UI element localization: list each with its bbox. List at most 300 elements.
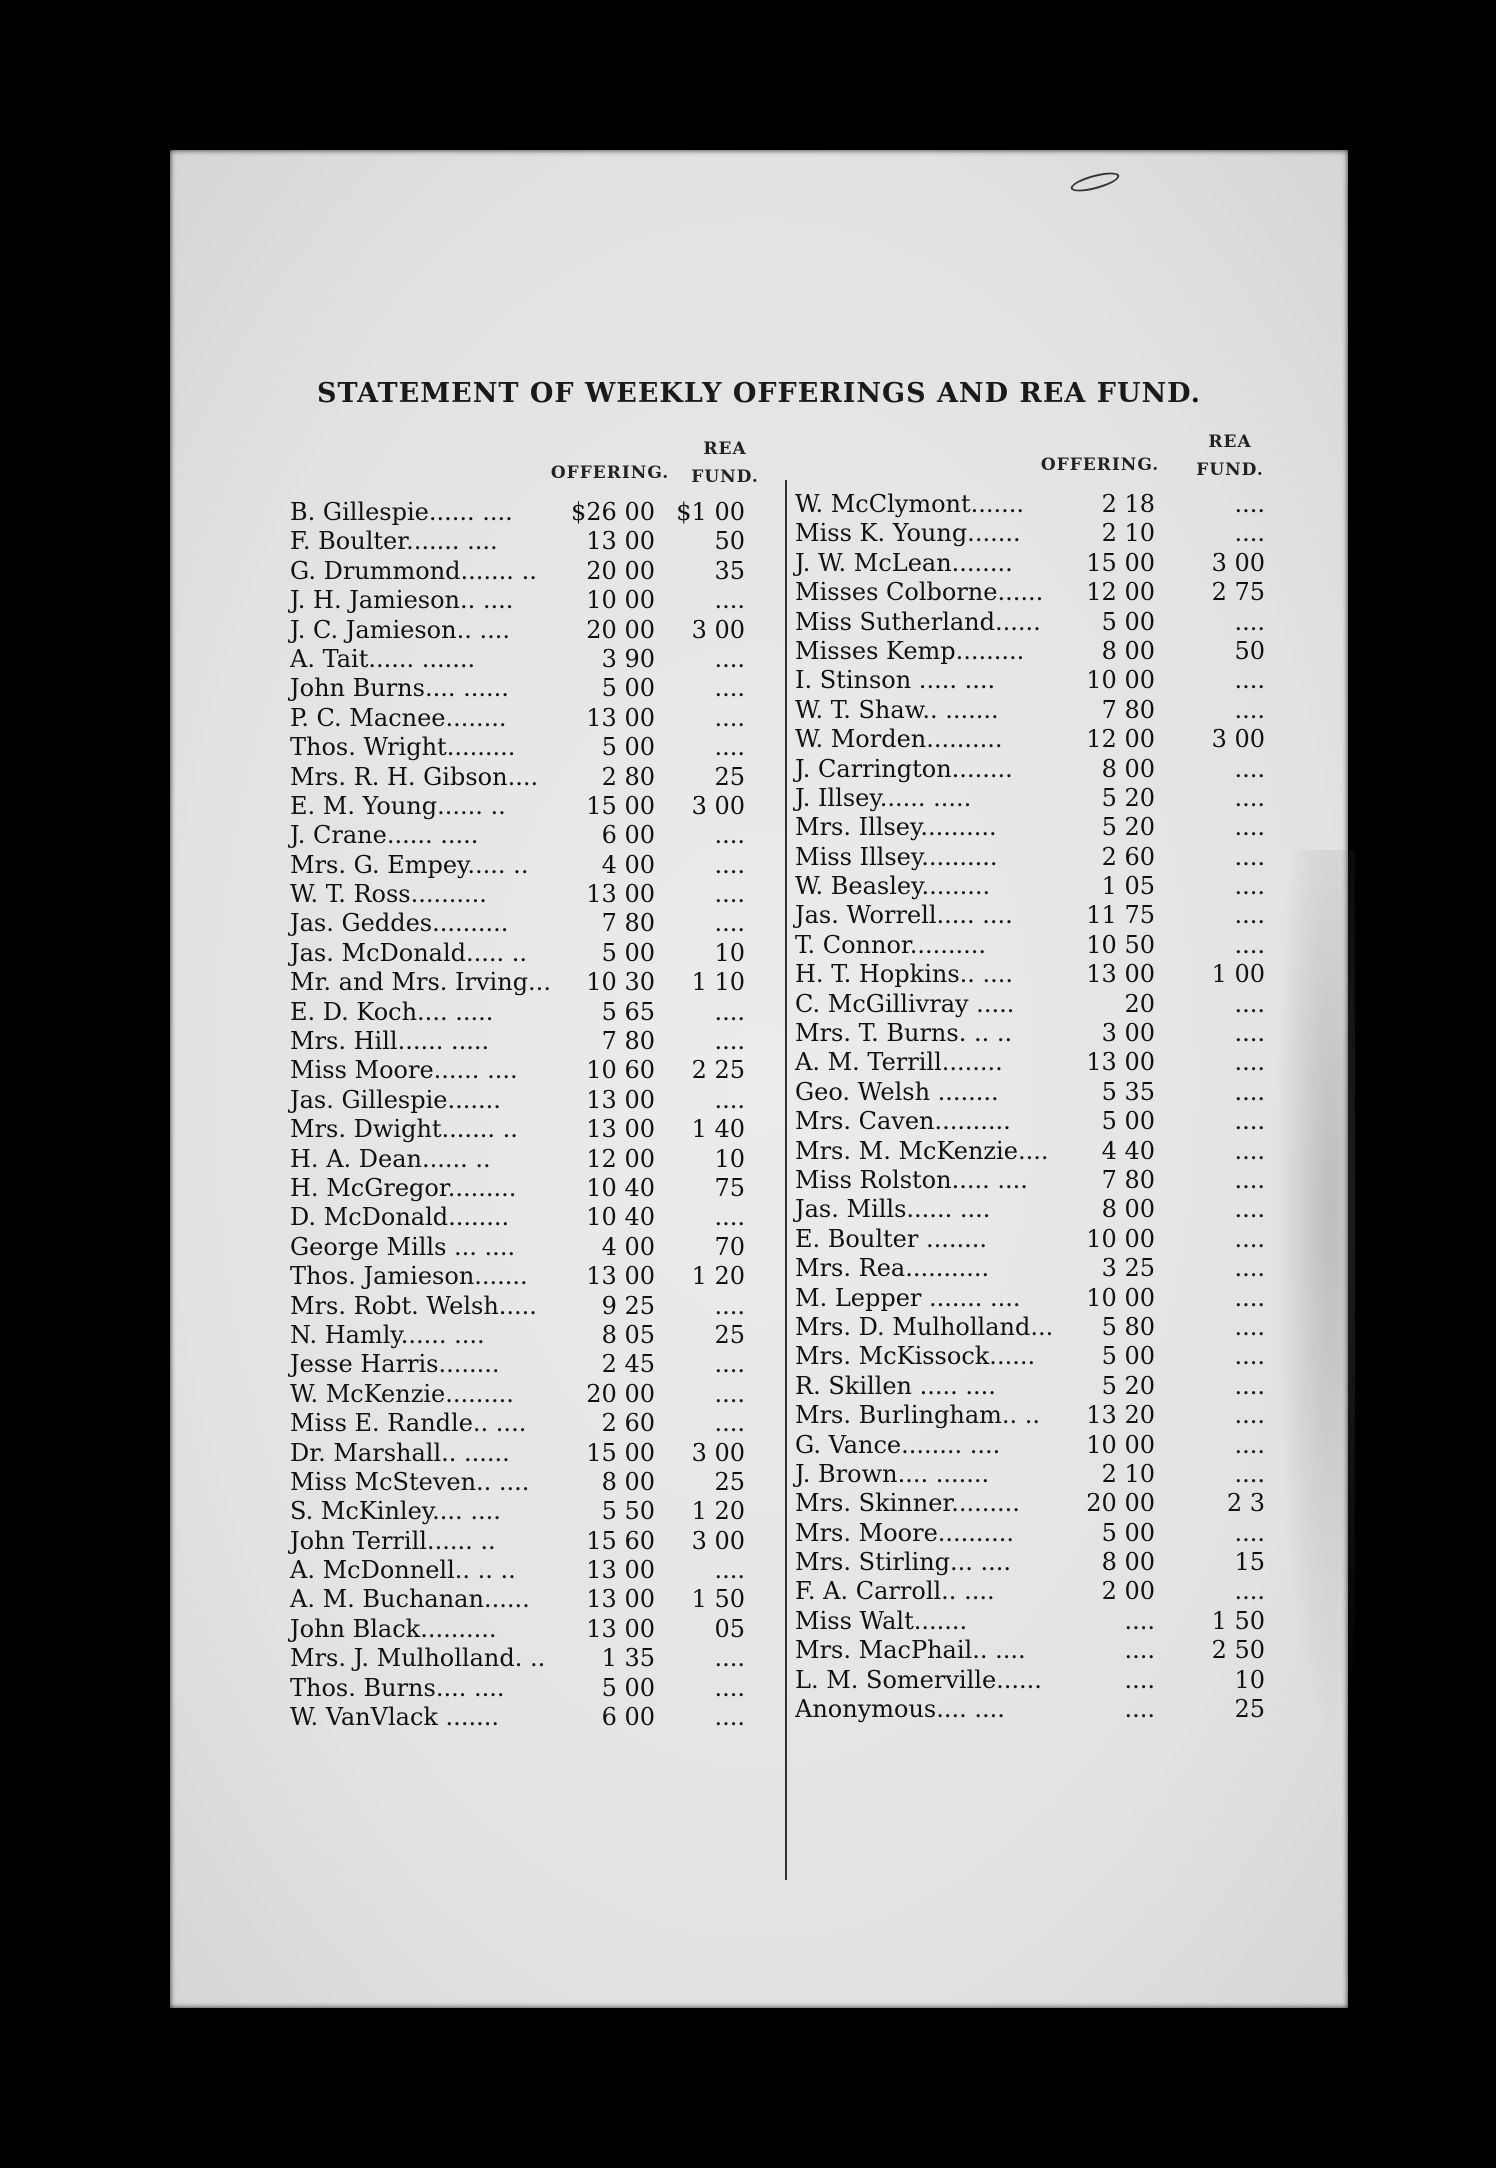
list-item bbox=[795, 1636, 1295, 1665]
list-item bbox=[290, 763, 760, 792]
list-item bbox=[795, 1048, 1295, 1077]
contributor-name: A. Tait...... ....... bbox=[290, 644, 476, 673]
contributor-name: N. Hamly...... .... bbox=[290, 1320, 485, 1349]
rea-fund-amount: .... bbox=[1234, 1136, 1265, 1165]
contributor-name: M. Lepper ....... .... bbox=[795, 1283, 1021, 1312]
offering-amount: 15 00 bbox=[586, 791, 655, 820]
offering-amount: 2 60 bbox=[601, 1409, 655, 1438]
offering-amount: 2 00 bbox=[1101, 1577, 1155, 1606]
list-item bbox=[290, 704, 760, 733]
contributor-name: W. McClymont....... bbox=[795, 490, 1025, 518]
list-item bbox=[290, 1115, 760, 1144]
list-item bbox=[795, 1372, 1295, 1401]
contributor-name: Mrs. Illsey.......... bbox=[795, 813, 997, 842]
rea-fund-amount: .... bbox=[1234, 1401, 1265, 1430]
list-item bbox=[795, 666, 1295, 695]
offering-amount: 5 00 bbox=[1101, 1107, 1155, 1136]
rea-fund-amount: .... bbox=[1234, 1254, 1265, 1283]
rea-fund-amount: 3 00 bbox=[1211, 548, 1265, 577]
list-item bbox=[795, 725, 1295, 754]
contributor-name: Mrs. Moore.......... bbox=[795, 1518, 1015, 1547]
list-item bbox=[795, 1313, 1295, 1342]
list-item bbox=[795, 490, 1295, 519]
list-item bbox=[290, 1321, 760, 1350]
right-rea-fund-header bbox=[1180, 428, 1280, 484]
contributor-name: S. McKinley.... .... bbox=[290, 1497, 501, 1526]
rea-fund-amount: .... bbox=[1234, 989, 1265, 1018]
rea-fund-amount: .... bbox=[1234, 666, 1265, 695]
contributor-name: George Mills ... .... bbox=[290, 1232, 516, 1261]
contributor-name: A. McDonnell.. .. .. bbox=[290, 1556, 516, 1585]
contributor-name: Thos. Wright......... bbox=[290, 733, 516, 762]
page-title: STATEMENT OF WEEKLY OFFERINGS AND REA FUND. bbox=[316, 378, 1202, 409]
list-item bbox=[795, 1166, 1295, 1195]
contributor-name: Mrs. Robt. Welsh..... bbox=[290, 1291, 537, 1320]
rea-fund-amount: 1 50 bbox=[691, 1585, 745, 1614]
list-item bbox=[290, 1644, 760, 1673]
rea-fund-amount: .... bbox=[1234, 1312, 1265, 1341]
rea-fund-amount: .... bbox=[1234, 783, 1265, 812]
rea-fund-amount: .... bbox=[714, 1027, 745, 1056]
list-item bbox=[290, 674, 760, 703]
contributor-name: J. W. McLean........ bbox=[795, 548, 1013, 577]
offering-amount: 5 20 bbox=[1101, 1371, 1155, 1400]
list-item bbox=[290, 1674, 760, 1703]
offering-amount: $26 00 bbox=[571, 498, 655, 526]
rea-fund-amount: .... bbox=[1234, 1077, 1265, 1106]
contributor-name: Mr. and Mrs. Irving... bbox=[290, 968, 551, 997]
rea-fund-amount: 25 bbox=[714, 1320, 745, 1349]
rea-fund-amount: 1 10 bbox=[691, 968, 745, 997]
rea-fund-amount: 25 bbox=[714, 762, 745, 791]
rea-fund-amount: .... bbox=[1234, 1195, 1265, 1224]
contributor-name: H. McGregor......... bbox=[290, 1173, 517, 1202]
rea-fund-amount: .... bbox=[714, 586, 745, 615]
list-item bbox=[795, 1401, 1295, 1430]
list-item bbox=[795, 696, 1295, 725]
rea-fund-amount: .... bbox=[714, 644, 745, 673]
right-fund-label: FUND. bbox=[1196, 460, 1264, 480]
contributor-name: Jas. Gillespie....... bbox=[290, 1085, 501, 1114]
rea-fund-amount: .... bbox=[1234, 1165, 1265, 1194]
offering-amount: 2 10 bbox=[1101, 519, 1155, 548]
contributor-name: J. Carrington........ bbox=[795, 754, 1013, 783]
contributor-name: E. M. Young...... .. bbox=[290, 791, 506, 820]
offering-amount: 5 00 bbox=[601, 674, 655, 703]
rea-fund-amount: .... bbox=[1234, 1430, 1265, 1459]
contributor-name: Mrs. R. H. Gibson.... bbox=[290, 762, 539, 791]
offering-amount: 13 00 bbox=[586, 1085, 655, 1114]
list-item bbox=[795, 1225, 1295, 1254]
offering-amount: 20 bbox=[1124, 989, 1155, 1018]
offering-amount: 8 05 bbox=[601, 1320, 655, 1349]
rea-fund-amount: .... bbox=[1234, 813, 1265, 842]
rea-fund-amount: .... bbox=[714, 674, 745, 703]
contributor-name: F. A. Carroll.. .... bbox=[795, 1577, 995, 1606]
list-item bbox=[795, 1284, 1295, 1313]
offering-amount: 7 80 bbox=[601, 909, 655, 938]
offering-amount: 6 00 bbox=[601, 821, 655, 850]
rea-fund-amount: 1 20 bbox=[691, 1262, 745, 1291]
list-item bbox=[290, 586, 760, 615]
list-item bbox=[795, 1607, 1295, 1636]
contributor-name: L. M. Somerville...... bbox=[795, 1665, 1042, 1694]
contributor-name: B. Gillespie...... .... bbox=[290, 498, 513, 526]
contributor-name: Miss McSteven.. .... bbox=[290, 1467, 530, 1496]
contributor-name: John Black.......... bbox=[290, 1614, 497, 1643]
list-item bbox=[290, 616, 760, 645]
rea-fund-amount: 2 75 bbox=[1211, 578, 1265, 607]
contributor-name: J. Brown.... ....... bbox=[795, 1459, 990, 1488]
offering-amount: 20 00 bbox=[586, 1379, 655, 1408]
offering-amount: .... bbox=[1124, 1665, 1155, 1694]
contributor-name: Mrs. J. Mulholland. .. bbox=[290, 1644, 546, 1673]
offering-amount: 3 25 bbox=[1101, 1254, 1155, 1283]
offering-amount: 13 00 bbox=[1086, 960, 1155, 989]
contributor-name: W. McKenzie......... bbox=[290, 1379, 514, 1408]
offering-amount: 8 00 bbox=[601, 1467, 655, 1496]
rea-fund-amount: .... bbox=[1234, 1019, 1265, 1048]
contributor-name: Miss Illsey.......... bbox=[795, 842, 998, 871]
offering-amount: 5 00 bbox=[601, 938, 655, 967]
contributor-name: E. D. Koch.... ..... bbox=[290, 997, 494, 1026]
rea-fund-amount: 25 bbox=[1234, 1695, 1265, 1724]
contributor-name: J. Illsey...... ..... bbox=[795, 783, 972, 812]
list-item bbox=[290, 998, 760, 1027]
contributor-name: G. Drummond....... .. bbox=[290, 556, 537, 585]
left-offering-header-text: OFFERING. bbox=[550, 463, 670, 483]
offering-amount: 10 00 bbox=[1086, 1224, 1155, 1253]
contributor-name: Anonymous.... .... bbox=[795, 1695, 1005, 1724]
contributor-name: Mrs. M. McKenzie.... bbox=[795, 1136, 1049, 1165]
offering-amount: 8 00 bbox=[1101, 1195, 1155, 1224]
list-item bbox=[795, 1666, 1295, 1695]
list-item bbox=[290, 1585, 760, 1614]
offering-amount: 13 00 bbox=[1086, 1048, 1155, 1077]
contributor-name: Jas. Worrell..... .... bbox=[795, 901, 1013, 930]
contributor-name: Mrs. Skinner......... bbox=[795, 1489, 1020, 1518]
contributor-name: Mrs. Stirling... .... bbox=[795, 1548, 1012, 1577]
left-offering-header bbox=[545, 448, 675, 498]
offering-amount: .... bbox=[1124, 1606, 1155, 1635]
contributor-name: Miss E. Randle.. .... bbox=[290, 1409, 527, 1438]
rea-fund-amount: 1 40 bbox=[691, 1115, 745, 1144]
rea-fund-amount: .... bbox=[714, 1703, 745, 1732]
right-offering-header-text: OFFERING. bbox=[1040, 455, 1160, 475]
rea-fund-amount: 2 3 bbox=[1226, 1489, 1265, 1518]
contributor-name: Mrs. McKissock...... bbox=[795, 1342, 1036, 1371]
offering-amount: 5 20 bbox=[1101, 813, 1155, 842]
list-item bbox=[795, 1548, 1295, 1577]
rea-fund-amount: .... bbox=[714, 1085, 745, 1114]
list-item bbox=[795, 784, 1295, 813]
rea-fund-amount: .... bbox=[714, 1379, 745, 1408]
rea-fund-amount: .... bbox=[714, 997, 745, 1026]
offering-amount: 4 00 bbox=[601, 850, 655, 879]
list-item bbox=[290, 1350, 760, 1379]
contributor-name: John Terrill...... .. bbox=[290, 1526, 496, 1555]
list-item bbox=[290, 645, 760, 674]
list-item bbox=[795, 1107, 1295, 1136]
offering-amount: 2 60 bbox=[1101, 842, 1155, 871]
rea-fund-amount: .... bbox=[1234, 1342, 1265, 1371]
rea-fund-amount: .... bbox=[714, 1350, 745, 1379]
list-item bbox=[290, 880, 760, 909]
contributor-name: Misses Colborne...... bbox=[795, 578, 1044, 607]
list-item bbox=[795, 990, 1295, 1019]
list-item bbox=[290, 557, 760, 586]
list-item bbox=[795, 1695, 1295, 1724]
offering-amount: 13 00 bbox=[586, 1556, 655, 1585]
contributor-name: Jas. McDonald..... .. bbox=[290, 938, 528, 967]
contributor-name: Thos. Jamieson....... bbox=[290, 1262, 528, 1291]
list-item bbox=[290, 733, 760, 762]
list-item bbox=[290, 1233, 760, 1262]
list-item bbox=[290, 1703, 760, 1732]
rea-fund-amount: .... bbox=[714, 1556, 745, 1585]
offering-amount: 8 00 bbox=[1101, 754, 1155, 783]
list-item bbox=[290, 851, 760, 880]
offering-amount: 9 25 bbox=[601, 1291, 655, 1320]
offering-amount: 20 00 bbox=[586, 615, 655, 644]
document-page bbox=[170, 150, 1348, 2008]
rea-fund-amount: .... bbox=[714, 850, 745, 879]
list-item bbox=[290, 1203, 760, 1232]
list-item bbox=[290, 1409, 760, 1438]
offering-amount: 1 05 bbox=[1101, 872, 1155, 901]
list-item bbox=[290, 1262, 760, 1291]
list-item bbox=[290, 821, 760, 850]
rea-fund-amount: .... bbox=[714, 1673, 745, 1702]
offering-amount: 1 35 bbox=[601, 1644, 655, 1673]
contributor-name: W. Beasley......... bbox=[795, 872, 991, 901]
contributor-name: Mrs. Caven.......... bbox=[795, 1107, 1011, 1136]
offering-amount: 12 00 bbox=[586, 1144, 655, 1173]
contributor-name: E. Boulter ........ bbox=[795, 1224, 987, 1253]
left-rea-fund-header bbox=[675, 435, 775, 491]
contributor-name: W. T. Ross.......... bbox=[290, 880, 487, 909]
rea-fund-amount: 15 bbox=[1234, 1548, 1265, 1577]
rea-fund-amount: .... bbox=[1234, 754, 1265, 783]
list-item bbox=[290, 1086, 760, 1115]
offering-amount: 13 00 bbox=[586, 880, 655, 909]
rea-fund-amount: 10 bbox=[714, 938, 745, 967]
contributor-name: Mrs. T. Burns. .. .. bbox=[795, 1019, 1013, 1048]
contributor-name: W. T. Shaw.. ....... bbox=[795, 695, 999, 724]
rea-fund-amount: 70 bbox=[714, 1232, 745, 1261]
list-item bbox=[795, 960, 1295, 989]
rea-fund-amount: .... bbox=[1234, 1283, 1265, 1312]
rea-fund-amount: .... bbox=[1234, 901, 1265, 930]
rea-fund-amount: .... bbox=[714, 909, 745, 938]
rea-fund-amount: .... bbox=[1234, 1371, 1265, 1400]
rea-fund-amount: .... bbox=[1234, 607, 1265, 636]
rea-fund-amount: .... bbox=[714, 1203, 745, 1232]
list-item bbox=[290, 1056, 760, 1085]
rea-fund-amount: .... bbox=[1234, 490, 1265, 518]
offering-amount: 13 00 bbox=[586, 1262, 655, 1291]
right-offering-header bbox=[1035, 440, 1165, 490]
contributor-name: Miss K. Young....... bbox=[795, 519, 1021, 548]
list-item bbox=[795, 1460, 1295, 1489]
list-item bbox=[795, 1342, 1295, 1371]
contributor-name: W. VanVlack ....... bbox=[290, 1703, 499, 1732]
list-item bbox=[290, 1380, 760, 1409]
contributor-name: Misses Kemp......... bbox=[795, 636, 1025, 665]
offering-amount: 10 60 bbox=[586, 1056, 655, 1085]
contributor-name: Jas. Geddes.......... bbox=[290, 909, 509, 938]
offering-amount: 4 00 bbox=[601, 1232, 655, 1261]
list-item bbox=[290, 1468, 760, 1497]
left-fund-label: FUND. bbox=[691, 467, 759, 487]
offering-amount: 10 00 bbox=[586, 586, 655, 615]
offering-amount: 11 75 bbox=[1086, 901, 1155, 930]
rea-fund-amount: $1 00 bbox=[676, 498, 745, 526]
offering-amount: 10 00 bbox=[1086, 1283, 1155, 1312]
offering-amount: 7 80 bbox=[1101, 1165, 1155, 1194]
contributor-name: I. Stinson ..... .... bbox=[795, 666, 996, 695]
offering-amount: 15 00 bbox=[586, 1438, 655, 1467]
contributor-name: Miss Rolston..... .... bbox=[795, 1165, 1028, 1194]
contributor-name: H. T. Hopkins.. .... bbox=[795, 960, 1014, 989]
list-item bbox=[290, 968, 760, 997]
rea-fund-amount: .... bbox=[1234, 930, 1265, 959]
list-item bbox=[290, 1145, 760, 1174]
contributor-name: A. M. Buchanan...... bbox=[290, 1585, 530, 1614]
list-item bbox=[290, 1556, 760, 1585]
offering-amount: 15 60 bbox=[586, 1526, 655, 1555]
right-offerings-list bbox=[795, 490, 1295, 1724]
contributor-name: John Burns.... ...... bbox=[290, 674, 509, 703]
offering-amount: 5 20 bbox=[1101, 783, 1155, 812]
offering-amount: 10 40 bbox=[586, 1203, 655, 1232]
contributor-name: Mrs. MacPhail.. .... bbox=[795, 1636, 1026, 1665]
rea-fund-amount: 1 20 bbox=[691, 1497, 745, 1526]
contributor-name: D. McDonald........ bbox=[290, 1203, 510, 1232]
contributor-name: J. Crane...... ..... bbox=[290, 821, 479, 850]
rea-fund-amount: .... bbox=[1234, 842, 1265, 871]
contributor-name: Miss Moore...... .... bbox=[290, 1056, 518, 1085]
contributor-name: P. C. Macnee........ bbox=[290, 703, 507, 732]
rea-fund-amount: 2 50 bbox=[1211, 1636, 1265, 1665]
left-rea-label: REA bbox=[703, 439, 747, 459]
pencil-mark bbox=[1069, 169, 1121, 195]
rea-fund-amount: 50 bbox=[714, 527, 745, 556]
contributor-name: Mrs. G. Empey..... .. bbox=[290, 850, 529, 879]
offering-amount: .... bbox=[1124, 1695, 1155, 1724]
contributor-name: Mrs. Hill...... ..... bbox=[290, 1027, 490, 1056]
offering-amount: 12 00 bbox=[1086, 725, 1155, 754]
contributor-name: T. Connor.......... bbox=[795, 930, 987, 959]
offering-amount: 5 65 bbox=[601, 997, 655, 1026]
list-item bbox=[795, 1137, 1295, 1166]
list-item bbox=[795, 1019, 1295, 1048]
offering-amount: 13 00 bbox=[586, 1115, 655, 1144]
contributor-name: Mrs. Burlingham.. .. bbox=[795, 1401, 1041, 1430]
list-item bbox=[290, 1174, 760, 1203]
rea-fund-amount: .... bbox=[1234, 1518, 1265, 1547]
list-item bbox=[795, 549, 1295, 578]
list-item bbox=[290, 498, 760, 527]
list-item bbox=[795, 519, 1295, 548]
list-item bbox=[290, 1615, 760, 1644]
offering-amount: 20 00 bbox=[1086, 1489, 1155, 1518]
offering-amount: 2 10 bbox=[1101, 1459, 1155, 1488]
offering-amount: 13 00 bbox=[586, 703, 655, 732]
list-item bbox=[795, 843, 1295, 872]
offering-amount: 6 00 bbox=[601, 1703, 655, 1732]
list-item bbox=[795, 608, 1295, 637]
contributor-name: J. C. Jamieson.. .... bbox=[290, 615, 510, 644]
column-divider bbox=[785, 480, 787, 1880]
contributor-name: Mrs. Dwight....... .. bbox=[290, 1115, 518, 1144]
rea-fund-amount: 3 00 bbox=[1211, 725, 1265, 754]
rea-fund-amount: 35 bbox=[714, 556, 745, 585]
contributor-name: W. Morden.......... bbox=[795, 725, 1003, 754]
offering-amount: 20 00 bbox=[586, 556, 655, 585]
list-item bbox=[795, 931, 1295, 960]
contributor-name: Thos. Burns.... .... bbox=[290, 1673, 505, 1702]
rea-fund-amount: .... bbox=[1234, 519, 1265, 548]
list-item bbox=[290, 939, 760, 968]
list-item bbox=[795, 637, 1295, 666]
list-item bbox=[290, 1439, 760, 1468]
offering-amount: 8 00 bbox=[1101, 636, 1155, 665]
rea-fund-amount: 10 bbox=[1234, 1665, 1265, 1694]
rea-fund-amount: .... bbox=[1234, 1048, 1265, 1077]
rea-fund-amount: .... bbox=[714, 880, 745, 909]
list-item bbox=[795, 1489, 1295, 1518]
rea-fund-amount: .... bbox=[714, 1291, 745, 1320]
rea-fund-amount: .... bbox=[714, 703, 745, 732]
contributor-name: Jesse Harris........ bbox=[290, 1350, 500, 1379]
offering-amount: 10 50 bbox=[1086, 930, 1155, 959]
offering-amount: 13 20 bbox=[1086, 1401, 1155, 1430]
contributor-name: Mrs. D. Mulholland... bbox=[795, 1312, 1054, 1341]
offering-amount: 10 40 bbox=[586, 1173, 655, 1202]
list-item bbox=[290, 1292, 760, 1321]
list-item bbox=[290, 1027, 760, 1056]
offering-amount: 12 00 bbox=[1086, 578, 1155, 607]
rea-fund-amount: 3 00 bbox=[691, 1526, 745, 1555]
offering-amount: 5 00 bbox=[1101, 1518, 1155, 1547]
list-item bbox=[795, 813, 1295, 842]
offering-amount: 4 40 bbox=[1101, 1136, 1155, 1165]
rea-fund-amount: 1 50 bbox=[1211, 1606, 1265, 1635]
rea-fund-amount: 2 25 bbox=[691, 1056, 745, 1085]
rea-fund-amount: .... bbox=[1234, 872, 1265, 901]
rea-fund-amount: 3 00 bbox=[691, 791, 745, 820]
list-item bbox=[290, 909, 760, 938]
contributor-name: G. Vance........ .... bbox=[795, 1430, 1001, 1459]
rea-fund-amount: 3 00 bbox=[691, 615, 745, 644]
list-item bbox=[290, 527, 760, 556]
rea-fund-amount: .... bbox=[1234, 1107, 1265, 1136]
rea-fund-amount: .... bbox=[1234, 1459, 1265, 1488]
rea-fund-amount: 05 bbox=[714, 1614, 745, 1643]
offering-amount: 15 00 bbox=[1086, 548, 1155, 577]
right-rea-label: REA bbox=[1208, 432, 1252, 452]
offering-amount: .... bbox=[1124, 1636, 1155, 1665]
contributor-name: Dr. Marshall.. ...... bbox=[290, 1438, 510, 1467]
contributor-name: J. H. Jamieson.. .... bbox=[290, 586, 514, 615]
list-item bbox=[795, 578, 1295, 607]
offering-amount: 5 50 bbox=[601, 1497, 655, 1526]
rea-fund-amount: 75 bbox=[714, 1173, 745, 1202]
contributor-name: C. McGillivray ..... bbox=[795, 989, 1015, 1018]
list-item bbox=[795, 1078, 1295, 1107]
offering-amount: 5 00 bbox=[601, 1673, 655, 1702]
